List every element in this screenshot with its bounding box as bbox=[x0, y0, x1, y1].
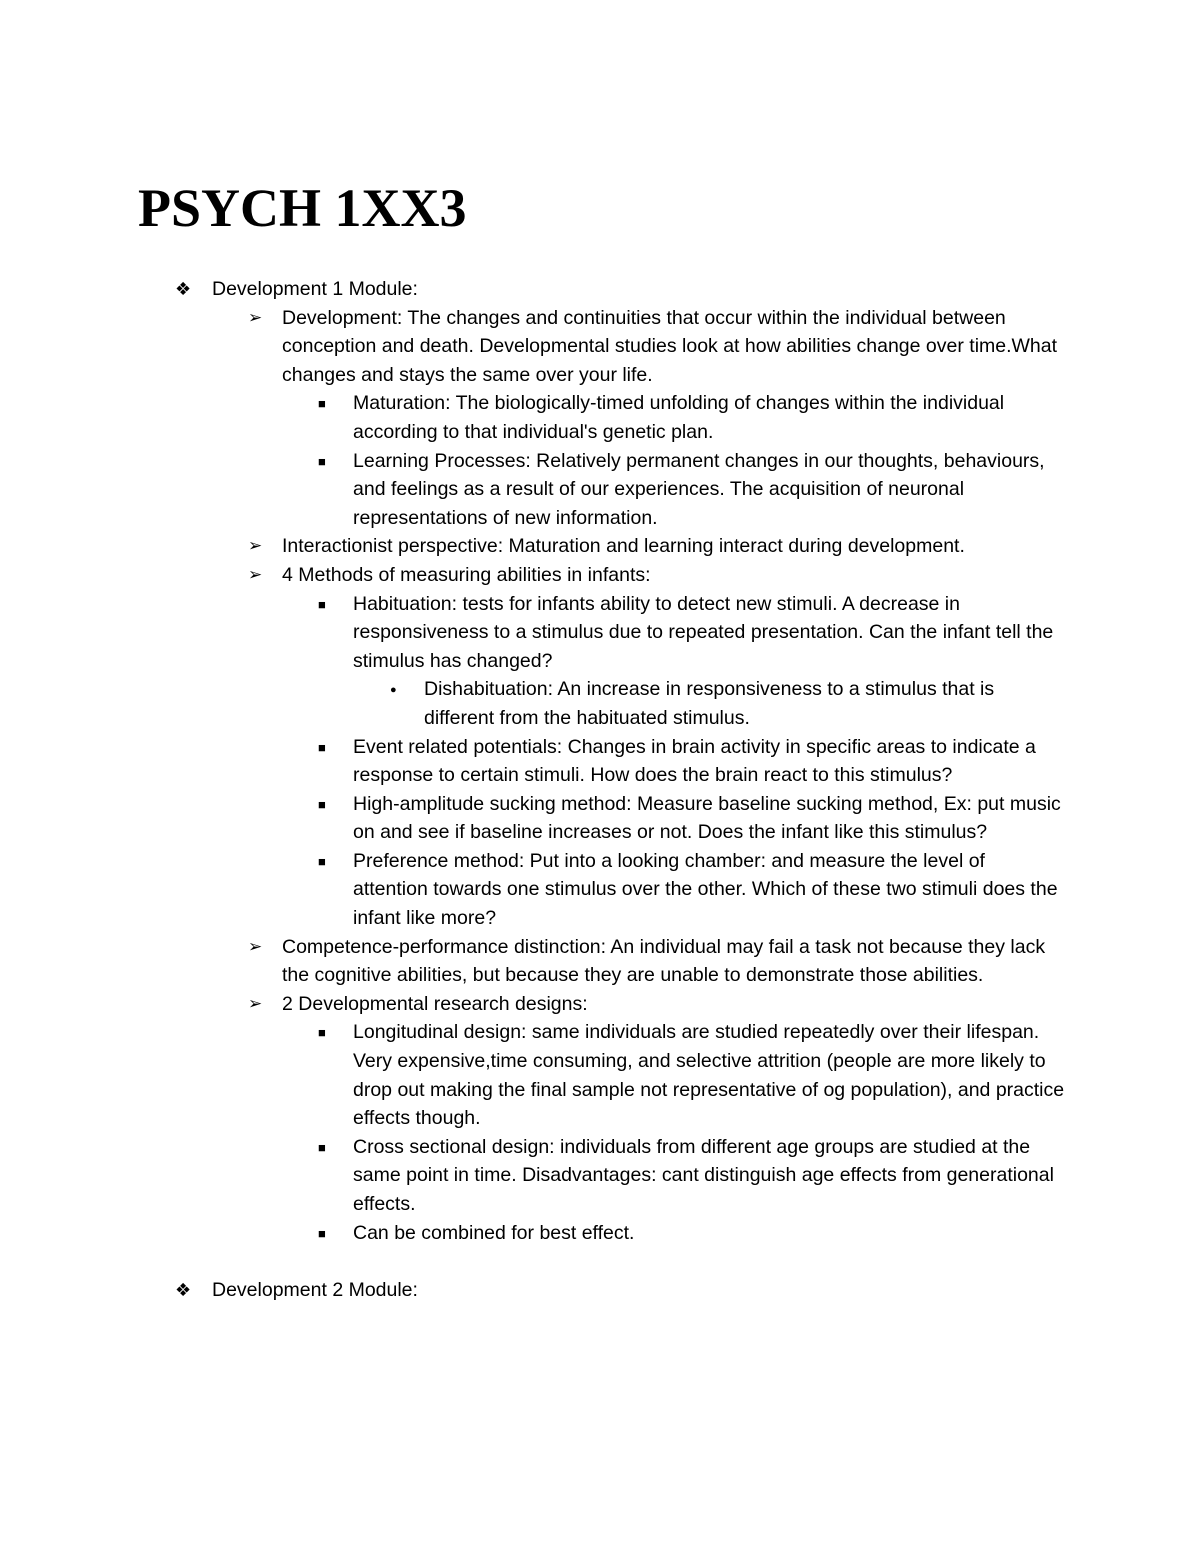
item-text: Development: The changes and continuities that occur within the individual between conception and death. Developmental studies look at how abilities change over time.What changes and stays the same over your life. bbox=[282, 306, 1058, 386]
item-text: Interactionist perspective: Maturation and learning interact during development. bbox=[282, 535, 965, 558]
arrow-bullet-icon: ➢ bbox=[248, 564, 263, 584]
arrow-bullet-icon: ➢ bbox=[248, 307, 263, 327]
square-bullet-icon: ■ bbox=[318, 396, 326, 412]
square-bullet-icon: ■ bbox=[318, 796, 326, 812]
diamond-bullet-icon: ❖ bbox=[175, 279, 192, 299]
item-text: 2 Developmental research designs: bbox=[282, 992, 588, 1015]
item-text: Preference method: Put into a looking chamber: and measure the level of attention towards one stimulus over the other. Which of these two stimuli does the infant like more? bbox=[353, 849, 1058, 930]
item-text: Event related potentials: Changes in brain activity in specific areas to indicate a response to certain stimuli. How does the brain react to this stimulus? bbox=[353, 735, 1036, 787]
item-text: Cross sectional design: individuals from different age groups are studied at the same point in time. Disadvantages: cant distinguish age effects from generational effects. bbox=[353, 1135, 1054, 1215]
circle-bullet-icon: ● bbox=[390, 684, 397, 697]
square-bullet-icon: ■ bbox=[318, 1025, 326, 1041]
outline-item-development-2-module bbox=[0, 1276, 1062, 1305]
outline-item-habituation bbox=[0, 590, 1065, 676]
outline-item-longitudinal-design bbox=[0, 1018, 1065, 1132]
item-text: High-amplitude sucking method: Measure baseline sucking method, Ex: put music on and see if baseline increases or not. Does the infant like this stimulus? bbox=[353, 792, 1061, 844]
outline-item-event-related-potentials bbox=[0, 733, 1065, 790]
outline-item-learning-processes bbox=[0, 447, 1065, 533]
outline-item-combined-designs bbox=[0, 1219, 1065, 1248]
outline-item-measuring-methods bbox=[0, 561, 1062, 590]
outline-item-high-amplitude-sucking bbox=[0, 790, 1065, 847]
arrow-bullet-icon: ➢ bbox=[248, 993, 263, 1013]
item-text: Development 1 Module: bbox=[212, 278, 418, 300]
square-bullet-icon: ■ bbox=[318, 1139, 326, 1155]
arrow-bullet-icon: ➢ bbox=[248, 936, 263, 956]
item-text: Longitudinal design: same individuals are studied repeatedly over their lifespan. Very expensive,time consuming, and selective attrition (people are more likely to drop out making the final sample not representative of og population), and practice effects though. bbox=[353, 1021, 1065, 1130]
outline-item-interactionist-perspective bbox=[0, 532, 1062, 561]
outline-item-cross-sectional-design bbox=[0, 1133, 1065, 1219]
square-bullet-icon: ■ bbox=[318, 596, 326, 612]
square-bullet-icon: ■ bbox=[318, 453, 326, 469]
item-text: Can be combined for best effect. bbox=[353, 1221, 635, 1244]
item-text: Competence-performance distinction: An individual may fail a task not because they lack the cognitive abilities, but because they are unable to demonstrate those abilities. bbox=[282, 935, 1046, 987]
diamond-bullet-icon: ❖ bbox=[175, 1280, 192, 1301]
outline-item-competence-performance bbox=[0, 933, 1062, 990]
outline-item-research-designs bbox=[0, 990, 1062, 1019]
outline-item-dishabituation bbox=[0, 675, 1064, 732]
item-text: Dishabituation: An increase in responsiveness to a stimulus that is different from the habituated stimulus. bbox=[424, 678, 995, 729]
item-text: Development 2 Module: bbox=[212, 1279, 418, 1302]
section-spacer bbox=[0, 1247, 1200, 1276]
item-text: 4 Methods of measuring abilities in infants: bbox=[282, 563, 651, 586]
arrow-bullet-icon: ➢ bbox=[248, 536, 263, 556]
outline-item-maturation bbox=[0, 389, 1065, 446]
document-title: PSYCH 1XX3 bbox=[138, 178, 467, 238]
item-text: Learning Processes: Relatively permanent changes in our thoughts, behaviours, and feelings as a result of our experiences. The acquisition of neuronal representations of new information. bbox=[353, 449, 1045, 529]
square-bullet-icon: ■ bbox=[318, 739, 326, 755]
square-bullet-icon: ■ bbox=[318, 1225, 326, 1241]
item-text: Maturation: The biologically-timed unfolding of changes within the individual according to that individual's genetic plan. bbox=[353, 392, 1005, 443]
item-text: Habituation: tests for infants ability to detect new stimuli. A decrease in responsiveness to a stimulus due to repeated presentation. Can the infant tell the stimulus has changed? bbox=[353, 592, 1054, 672]
outline-item-development-definition bbox=[0, 304, 1062, 390]
notes-outline bbox=[0, 275, 1200, 1305]
outline-item-preference-method bbox=[0, 847, 1065, 933]
outline-item-development-1-module bbox=[0, 275, 1062, 304]
square-bullet-icon: ■ bbox=[318, 853, 326, 869]
